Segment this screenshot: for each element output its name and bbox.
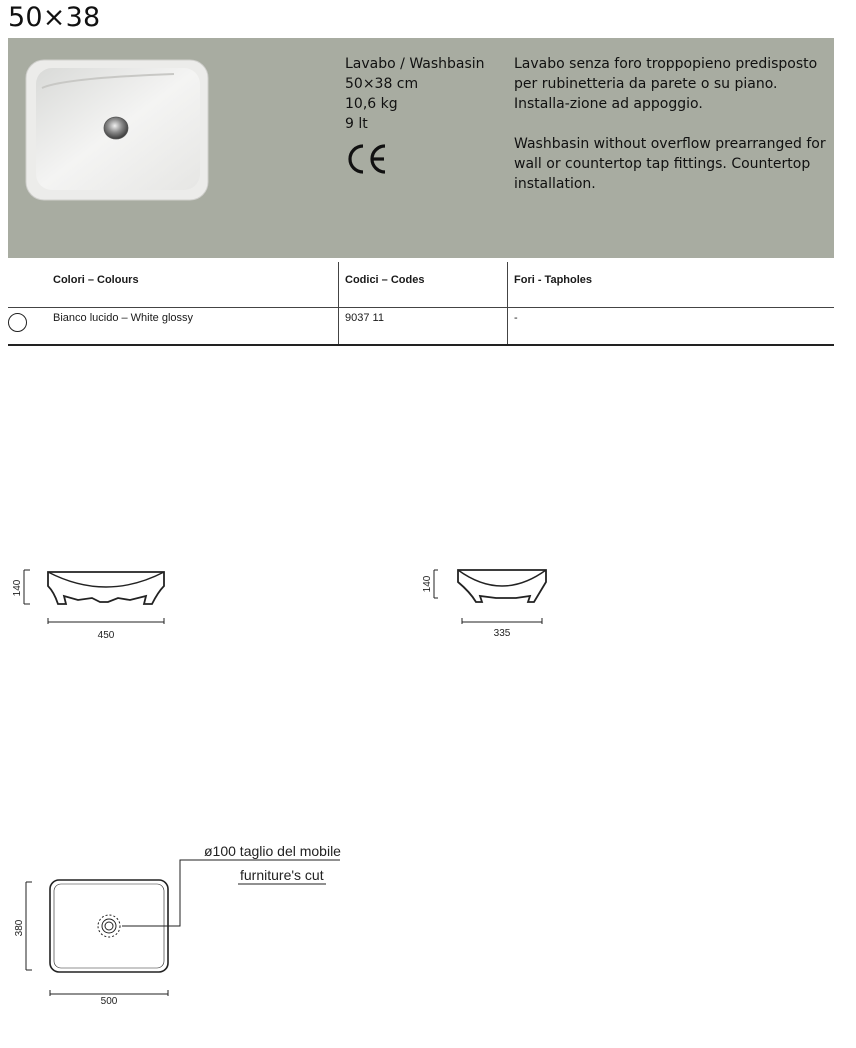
product-title: 50×38 <box>8 2 101 33</box>
spec-volume: 9 lt <box>345 116 368 132</box>
product-hero-panel <box>8 38 834 258</box>
cell-colour: Bianco lucido – White glossy <box>53 312 194 324</box>
ce-mark-icon <box>345 142 389 176</box>
cell-tapholes: - <box>514 312 518 324</box>
side-width-label: 335 <box>493 628 511 639</box>
table-divider <box>507 262 508 344</box>
spec-weight: 10,6 kg <box>345 96 398 112</box>
spec-name: Lavabo / Washbasin <box>345 56 485 72</box>
side-height-label: 140 <box>422 575 433 593</box>
side-view-drawing <box>420 562 560 644</box>
description-block <box>514 54 830 214</box>
table-row <box>8 307 834 346</box>
washbasin-photo <box>24 58 210 202</box>
front-height-label: 140 <box>12 579 23 597</box>
cut-callout-line1: ø100 taglio del mobile <box>204 843 341 859</box>
spec-block <box>345 54 485 134</box>
front-width-label: 450 <box>97 630 115 641</box>
table-divider <box>338 262 339 344</box>
description-italian: Lavabo senza foro troppopieno predisposto per rubinetteria da parete o su piano. Installa-zione ad appoggio. <box>514 56 818 112</box>
header-tapholes: Fori - Tapholes <box>514 274 593 286</box>
colour-swatch <box>8 313 27 332</box>
header-colours: Colori – Colours <box>53 274 139 286</box>
table-header-row <box>8 262 834 308</box>
description-english: Washbasin without overflow prearranged for wall or countertop tap fittings. Countertop installation. <box>514 136 826 192</box>
cell-code: 9037 11 <box>345 312 384 324</box>
top-view-drawing <box>8 840 368 1015</box>
cut-callout-line2: furniture's cut <box>240 867 324 883</box>
spec-size: 50×38 cm <box>345 76 419 92</box>
header-codes: Codici – Codes <box>345 274 425 286</box>
top-height-label: 380 <box>14 919 25 937</box>
front-view-drawing <box>8 562 188 644</box>
top-width-label: 500 <box>100 996 118 1007</box>
